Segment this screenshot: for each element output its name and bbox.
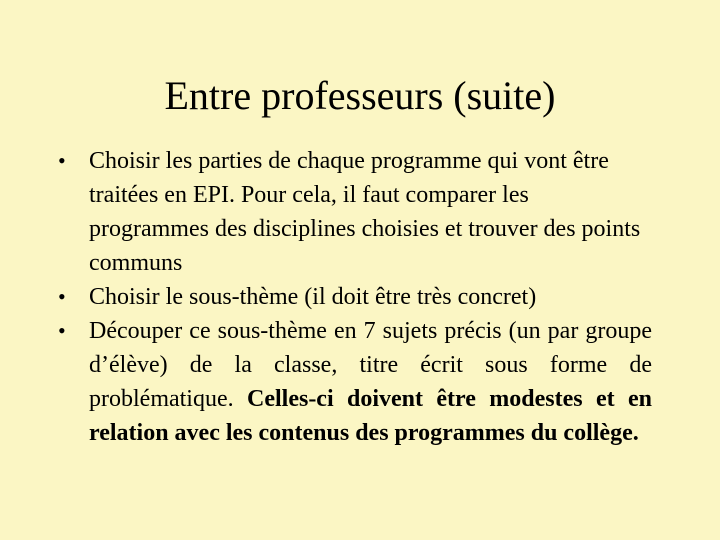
- bullet-item: [58, 144, 652, 280]
- bullet-icon: •: [58, 148, 66, 173]
- bullet-text: Découper ce sous-thème en 7 sujets précis (un par groupe d’élève) de la classe, titre écrit sous forme de problématique.: [89, 318, 652, 412]
- bullet-text: Choisir les parties de chaque programme qui vont être traitées en EPI. Pour cela, il faut comparer les programmes des disciplines choisies et trouver des points communs: [89, 148, 641, 276]
- slide-title: Entre professeurs (suite): [164, 73, 556, 118]
- bullet-text: Choisir le sous-thème (il doit être très concret): [89, 284, 537, 310]
- bullet-icon: •: [58, 318, 66, 343]
- bullet-bold-text: Celles-ci doivent être modestes et en relation avec les contenus des programmes du collège.: [89, 386, 652, 446]
- bullet-list: [58, 144, 652, 450]
- bullet-icon: •: [58, 284, 66, 309]
- bullet-item: [58, 280, 652, 314]
- bullet-item: [58, 314, 652, 450]
